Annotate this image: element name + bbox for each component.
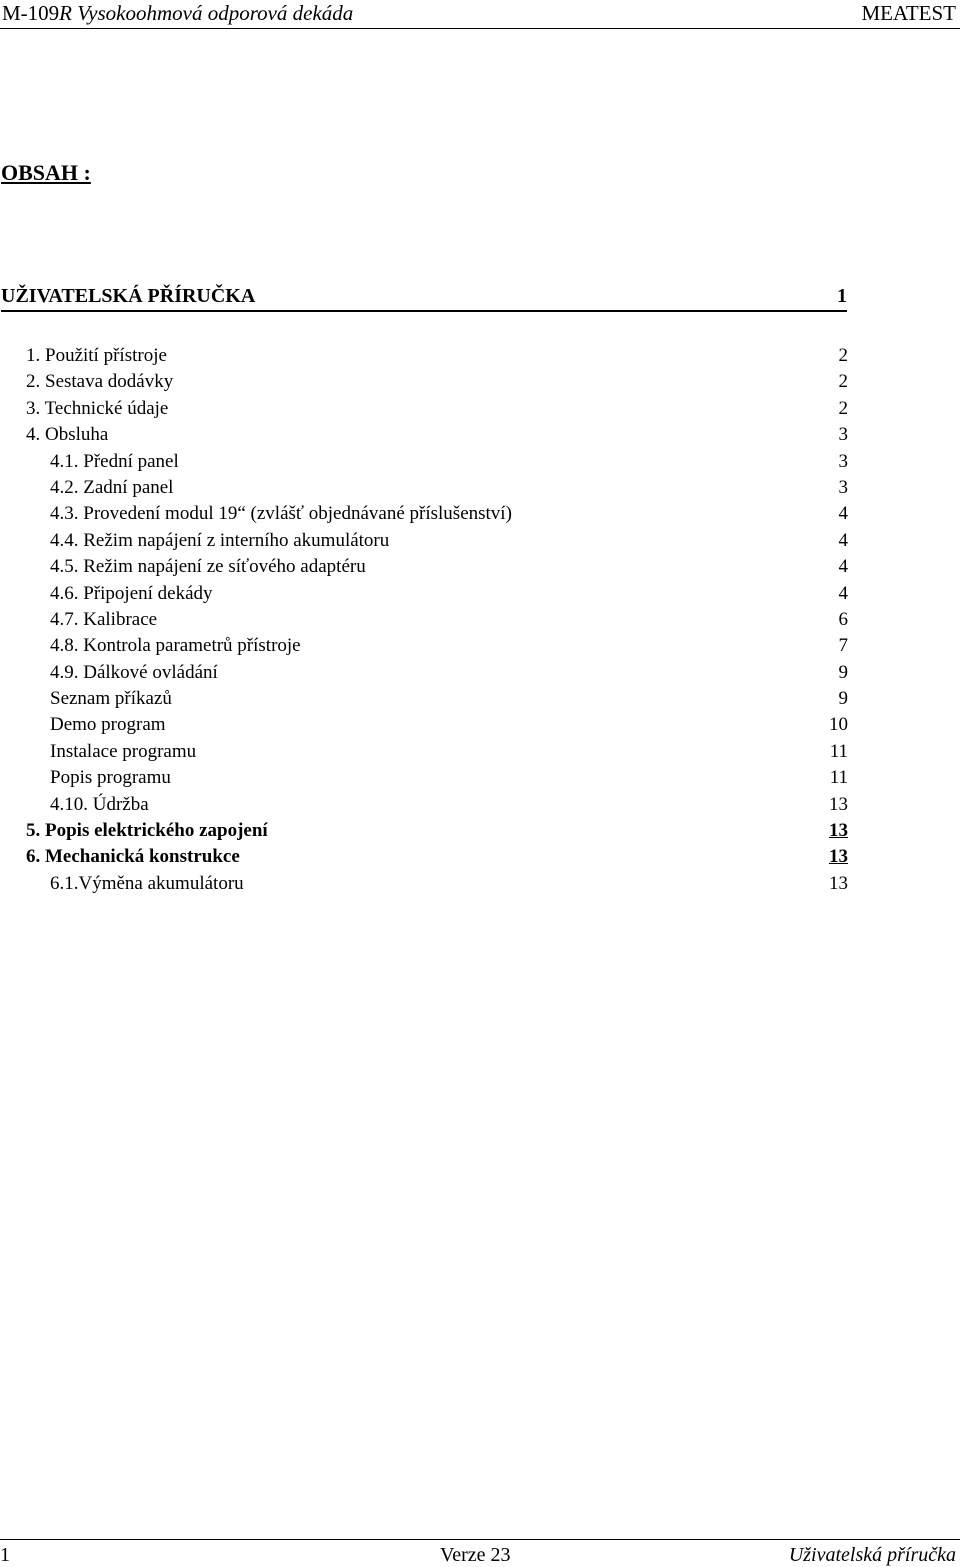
- toc-top-page: 1: [837, 285, 847, 307]
- toc-entry-4-8[interactable]: [0, 635, 848, 661]
- toc-entry-2[interactable]: [0, 371, 848, 397]
- toc-entry-page: 13: [829, 846, 848, 868]
- toc-entry-page: 10: [829, 714, 848, 736]
- toc-entry-page: 3: [838, 450, 848, 472]
- toc-entry-label: 3. Technické údaje: [26, 397, 169, 419]
- toc-entry-label: 4.9. Dálkové ovládání: [50, 661, 218, 683]
- toc-entry-page: 2: [838, 397, 848, 419]
- toc-entry-label: Seznam příkazů: [50, 688, 172, 710]
- toc-entry-label: 4.4. Režim napájení z interního akumulátoru: [50, 529, 390, 551]
- toc-entry-label: 5. Popis elektrického zapojení: [26, 820, 268, 842]
- toc-top-label: UŽIVATELSKÁ PŘÍRUČKA: [1, 285, 256, 307]
- toc-entry-page: 2: [838, 371, 848, 393]
- header-brand: MEATEST: [861, 1, 956, 25]
- toc-entry-page: 4: [838, 556, 848, 578]
- toc-entry-page: 13: [829, 793, 848, 815]
- toc-entry-4-2[interactable]: [0, 477, 848, 503]
- toc-entry-5[interactable]: [0, 820, 848, 846]
- toc-entry-label: 4. Obsluha: [26, 424, 109, 446]
- toc-entry-page: 4: [838, 582, 848, 604]
- page-header: [0, 0, 960, 29]
- toc-entry-page: 11: [829, 740, 848, 762]
- toc-entry-demo-program[interactable]: [0, 714, 848, 740]
- toc-entry-label: 4.2. Zadní panel: [50, 476, 174, 498]
- toc-entry-4-7[interactable]: [0, 609, 848, 635]
- toc-entry-4-9[interactable]: [0, 662, 848, 688]
- toc-entry-page: 9: [838, 688, 848, 710]
- toc-entry-label: 4.10. Údržba: [50, 793, 149, 815]
- toc-entry-3[interactable]: [0, 398, 848, 424]
- toc-entry-page: 4: [838, 503, 848, 525]
- toc-entry-4-5[interactable]: [0, 556, 848, 582]
- toc-title: OBSAH :: [1, 160, 91, 185]
- toc-entry-label: 6. Mechanická konstrukce: [26, 846, 240, 868]
- toc-entry-label: 4.3. Provedení modul 19“ (zvlášť objednávané příslušenství): [50, 503, 512, 525]
- header-title-italic: R Vysokoohmová odporová dekáda: [59, 1, 354, 25]
- toc-entry-4-3[interactable]: [0, 503, 848, 529]
- toc-entry-label: 4.7. Kalibrace: [50, 608, 158, 630]
- toc-top-entry[interactable]: [1, 283, 847, 312]
- toc-entry-label: 6.1.Výměna akumulátoru: [50, 872, 244, 894]
- header-model: M-109: [2, 1, 60, 25]
- footer-version: Verze 23: [440, 1544, 511, 1566]
- toc-entry-program-install[interactable]: [0, 741, 848, 767]
- toc-entry-page: 13: [829, 872, 848, 894]
- toc-entry-command-list[interactable]: [0, 688, 848, 714]
- toc-entry-page: 3: [838, 476, 848, 498]
- toc-entry-page: 13: [829, 820, 848, 842]
- toc-entry-6[interactable]: [0, 846, 848, 872]
- toc-entry-page: 9: [838, 661, 848, 683]
- page-footer: [0, 1539, 960, 1566]
- toc-entries: [0, 345, 848, 899]
- toc-entry-label: Instalace programu: [50, 740, 197, 762]
- toc-entry-4-1[interactable]: [0, 451, 848, 477]
- toc-entry-page: 4: [838, 529, 848, 551]
- header-title: [2, 1, 353, 26]
- toc-entry-page: 2: [838, 345, 848, 366]
- footer-guide-title: Uživatelská příručka: [788, 1544, 956, 1566]
- toc-entry-page: 6: [838, 608, 848, 630]
- toc-entry-page: 11: [829, 767, 848, 789]
- toc-entry-page: 3: [838, 424, 848, 446]
- toc-entry-label: 4.8. Kontrola parametrů přístroje: [50, 635, 301, 657]
- toc-entry-label: Popis programu: [50, 767, 171, 789]
- toc-entry-4-6[interactable]: [0, 583, 848, 609]
- toc-entry-label: 4.6. Připojení dekády: [50, 582, 213, 604]
- toc-entry-6-1[interactable]: [0, 873, 848, 899]
- toc-entry-label: 4.5. Režim napájení ze síťového adaptéru: [50, 556, 366, 578]
- toc-entry-label: Demo program: [50, 714, 166, 736]
- toc-entry-label: 2. Sestava dodávky: [26, 371, 174, 393]
- toc-entry-label: 4.1. Přední panel: [50, 450, 179, 472]
- footer-page-number: 1: [0, 1544, 10, 1566]
- toc-entry-1[interactable]: [0, 345, 848, 371]
- toc-entry-label: 1. Použití přístroje: [26, 345, 167, 366]
- toc-entry-program-description[interactable]: [0, 767, 848, 793]
- toc-entry-page: 7: [838, 635, 848, 657]
- toc-entry-4[interactable]: [0, 424, 848, 450]
- toc-entry-4-10[interactable]: [0, 794, 848, 820]
- toc-entry-4-4[interactable]: [0, 530, 848, 556]
